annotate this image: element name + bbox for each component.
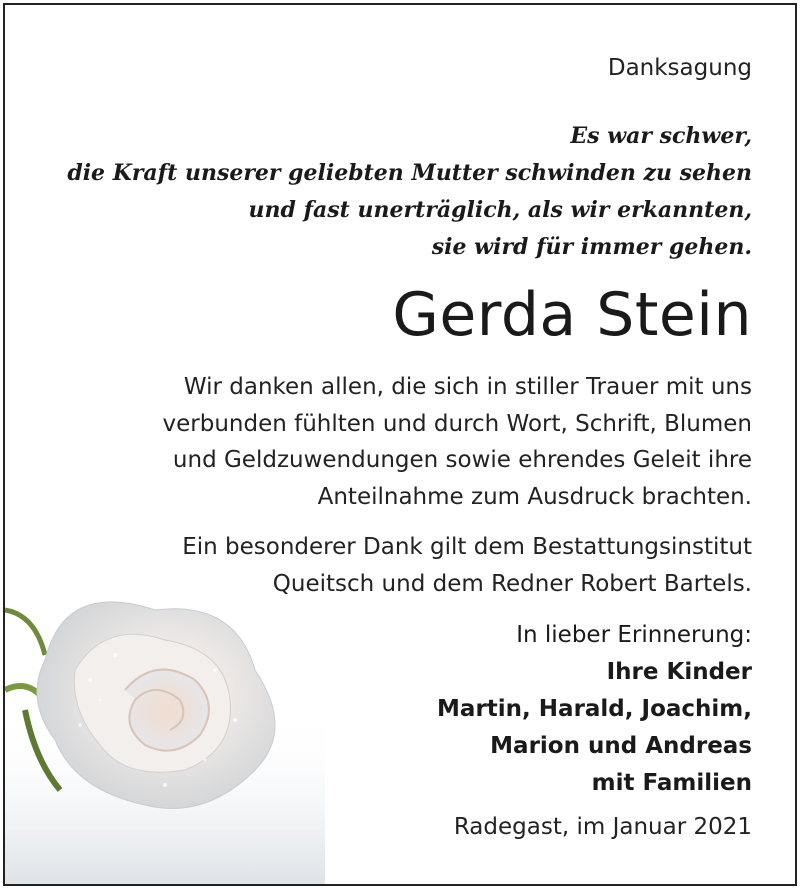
closing-block <box>437 617 752 802</box>
paragraph-line: Wir danken allen, die sich in stiller Trauer mit uns <box>183 374 752 400</box>
signatory-line: mit Familien <box>591 770 752 796</box>
closing-intro: In lieber Erinnerung: <box>516 622 752 648</box>
paragraph-line: verbunden fühlten und durch Wort, Schrift, Blumen <box>162 410 752 437</box>
paragraph-line: Queitsch und dem Redner Robert Bartels. <box>272 570 752 597</box>
verse <box>67 118 752 266</box>
special-thanks-paragraph <box>182 529 752 602</box>
deceased-name: Gerda Stein <box>392 280 752 350</box>
paragraph-line: Ein besonderer Dank gilt dem Bestattungsinstitut <box>182 534 752 560</box>
notice-frame <box>3 3 797 886</box>
signatory-line: Ihre Kinder <box>606 659 752 685</box>
verse-line: und fast unerträglich, als wir erkannten, <box>248 197 752 223</box>
white-rose-icon <box>5 560 325 886</box>
paragraph-line: und Geldzuwendungen sowie ehrendes Geleit ihre <box>172 447 752 473</box>
paragraph-line: Anteilnahme zum Ausdruck brachten. <box>317 483 752 510</box>
signatory-line: Martin, Harald, Joachim, <box>437 696 752 722</box>
verse-line: sie wird für immer gehen. <box>431 234 752 260</box>
thanks-paragraph <box>163 369 752 515</box>
signatory-line: Marion und Andreas <box>490 733 752 759</box>
place-date: Radegast, im Januar 2021 <box>453 814 752 840</box>
verse-line: Es war schwer, <box>570 123 752 149</box>
verse-line: die Kraft unserer geliebten Mutter schwinden zu sehen <box>67 160 752 186</box>
notice-heading: Danksagung <box>607 55 752 81</box>
